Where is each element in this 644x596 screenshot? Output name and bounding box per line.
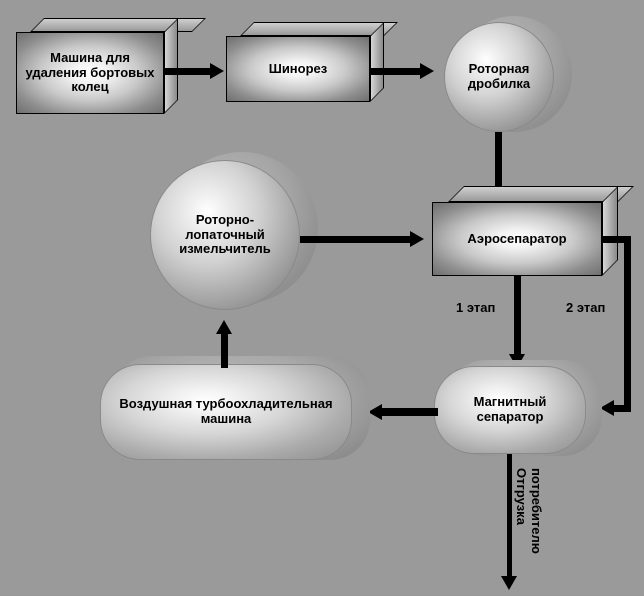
- arrow-rotary-to-aero-line: [495, 132, 502, 188]
- edge-label-stage2: 2 этап: [566, 300, 606, 315]
- arrow-magnetic-to-turbocool-line: [382, 408, 438, 416]
- arrow-shipment-head: [501, 576, 517, 590]
- node-aeroseparator-label: Аэросепаратор: [467, 230, 567, 246]
- arrow-debeader-to-shredder-head: [210, 63, 224, 79]
- arrow-debeader-to-shredder-line: [164, 68, 210, 75]
- arrow-stage2-head: [600, 400, 614, 416]
- arrow-stage2-vertical: [624, 236, 631, 412]
- arrow-stage1-line: [514, 276, 521, 354]
- node-shredder[interactable]: [226, 36, 370, 102]
- node-turbocooling-machine-label: Воздушная турбоохладительная машина: [119, 396, 333, 426]
- aero-box-side-face: [602, 186, 618, 276]
- node-rotary-crusher[interactable]: [444, 22, 554, 132]
- arrow-shredder-to-rotary-head: [420, 63, 434, 79]
- arrow-shredder-to-rotary-line: [370, 68, 420, 75]
- node-aeroseparator[interactable]: [432, 202, 602, 276]
- shredder-box-side-face: [370, 22, 384, 102]
- arrow-magnetic-to-turbocool-head: [368, 404, 382, 420]
- arrow-turbocool-to-blade-head: [216, 320, 232, 334]
- arrow-shipment-line: [507, 454, 512, 576]
- debeader-box-side-face: [164, 18, 178, 114]
- arrow-blade-to-aero-head: [410, 231, 424, 247]
- debeader-box-top-face: [30, 18, 206, 32]
- node-magnetic-separator-label: Магнитный сепаратор: [473, 394, 547, 424]
- edge-label-shipment-line1: Отгрузка: [514, 468, 529, 525]
- arrow-stage2-horizontal: [614, 405, 631, 412]
- node-blade-grinder[interactable]: [150, 160, 300, 310]
- node-blade-grinder-label: Роторно-лопаточный измельчитель: [179, 211, 271, 257]
- edge-label-shipment-line2: потребителю: [529, 468, 544, 554]
- node-turbocooling-machine[interactable]: [100, 364, 352, 460]
- node-debeader[interactable]: [16, 32, 164, 114]
- arrow-blade-to-aero-line: [300, 236, 410, 243]
- edge-label-stage1: 1 этап: [456, 300, 496, 315]
- arrow-stage2-top-connector: [602, 236, 631, 243]
- arrow-turbocool-to-blade-line: [221, 334, 228, 368]
- node-debeader-label: Машина для удаления бортовых колец: [25, 49, 155, 95]
- node-rotary-crusher-label: Роторная дробилка: [467, 61, 531, 91]
- node-shredder-label: Шинорез: [268, 60, 328, 76]
- node-magnetic-separator[interactable]: [434, 366, 586, 454]
- edge-label-shipment: [514, 468, 544, 554]
